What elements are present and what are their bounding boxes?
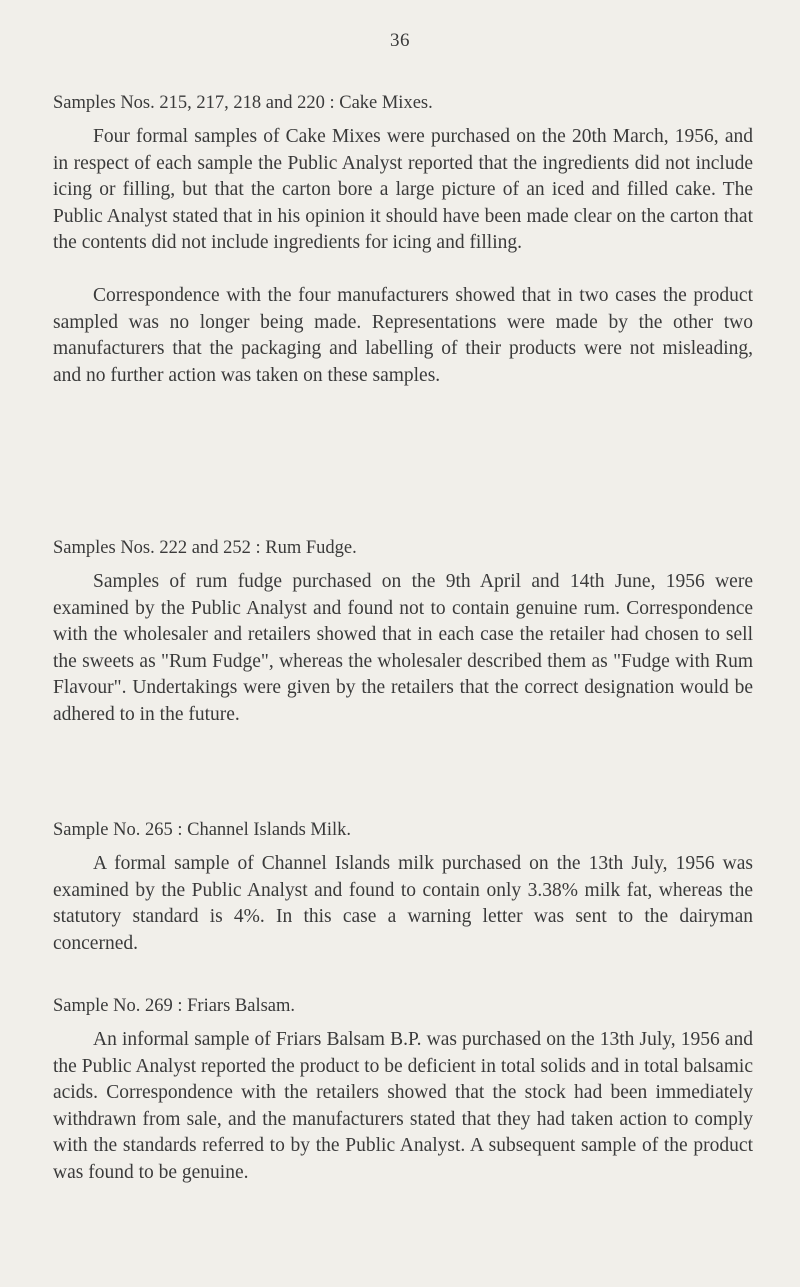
section-heading: Sample No. 265 : Channel Islands Milk. xyxy=(53,820,352,840)
paragraph: Correspondence with the four manufacturers showed that in two cases the product sampled was no longer being made. Representations were made by the other two manufacturers that the packaging and labelling of their products were not misleading, and no further action was taken on these samples. xyxy=(53,284,753,386)
section-heading: Sample No. 269 : Friars Balsam. xyxy=(53,996,296,1016)
section-heading: Samples Nos. 215, 217, 218 and 220 : Cake Mixes. xyxy=(53,93,433,113)
paragraph: An informal sample of Friars Balsam B.P. was purchased on the 13th July, 1956 and the Public Analyst reported the product to be deficient in total solids and in total balsamic acids. Correspondence with the retailers showed that the stock had been immediately withdrawn from sale, and the manufacturers stated that they had taken action to comply with the standards referred to by the Public Analyst. A subsequent sample of the product was found to be genuine. xyxy=(53,1029,753,1183)
section-cake-mixes xyxy=(53,90,753,389)
section-rum-fudge xyxy=(53,535,753,729)
section-friars-balsam xyxy=(53,993,753,1187)
paragraph: A formal sample of Channel Islands milk purchased on the 13th July, 1956 was examined by the Public Analyst and found to contain only 3.38% milk fat, whereas the statutory standard is 4%. In this case a warning letter was sent to the dairyman concerned. xyxy=(53,853,753,954)
paragraph: Samples of rum fudge purchased on the 9th April and 14th June, 1956 were examined by the Public Analyst and found not to contain genuine rum. Correspondence with the wholesaler and retailers showed that in each case the retailer had chosen to sell the sweets as "Rum Fudge", whereas the wholesaler described them as "Fudge with Rum Flavour". Undertakings were given by the retailers that the correct designation would be adhered to in the future. xyxy=(53,571,753,725)
page-number: 36 xyxy=(390,30,410,51)
paragraph: Four formal samples of Cake Mixes were purchased on the 20th March, 1956, and in respect of each sample the Public Analyst reported that the ingredients did not include icing or filling, but that the carton bore a large picture of an iced and filled cake. The Public Analyst stated that in his opinion it should have been made clear on the carton that the contents did not include ingredients for icing and filling. xyxy=(53,126,753,254)
section-channel-islands-milk xyxy=(53,817,753,957)
section-heading: Samples Nos. 222 and 252 : Rum Fudge. xyxy=(53,538,357,558)
